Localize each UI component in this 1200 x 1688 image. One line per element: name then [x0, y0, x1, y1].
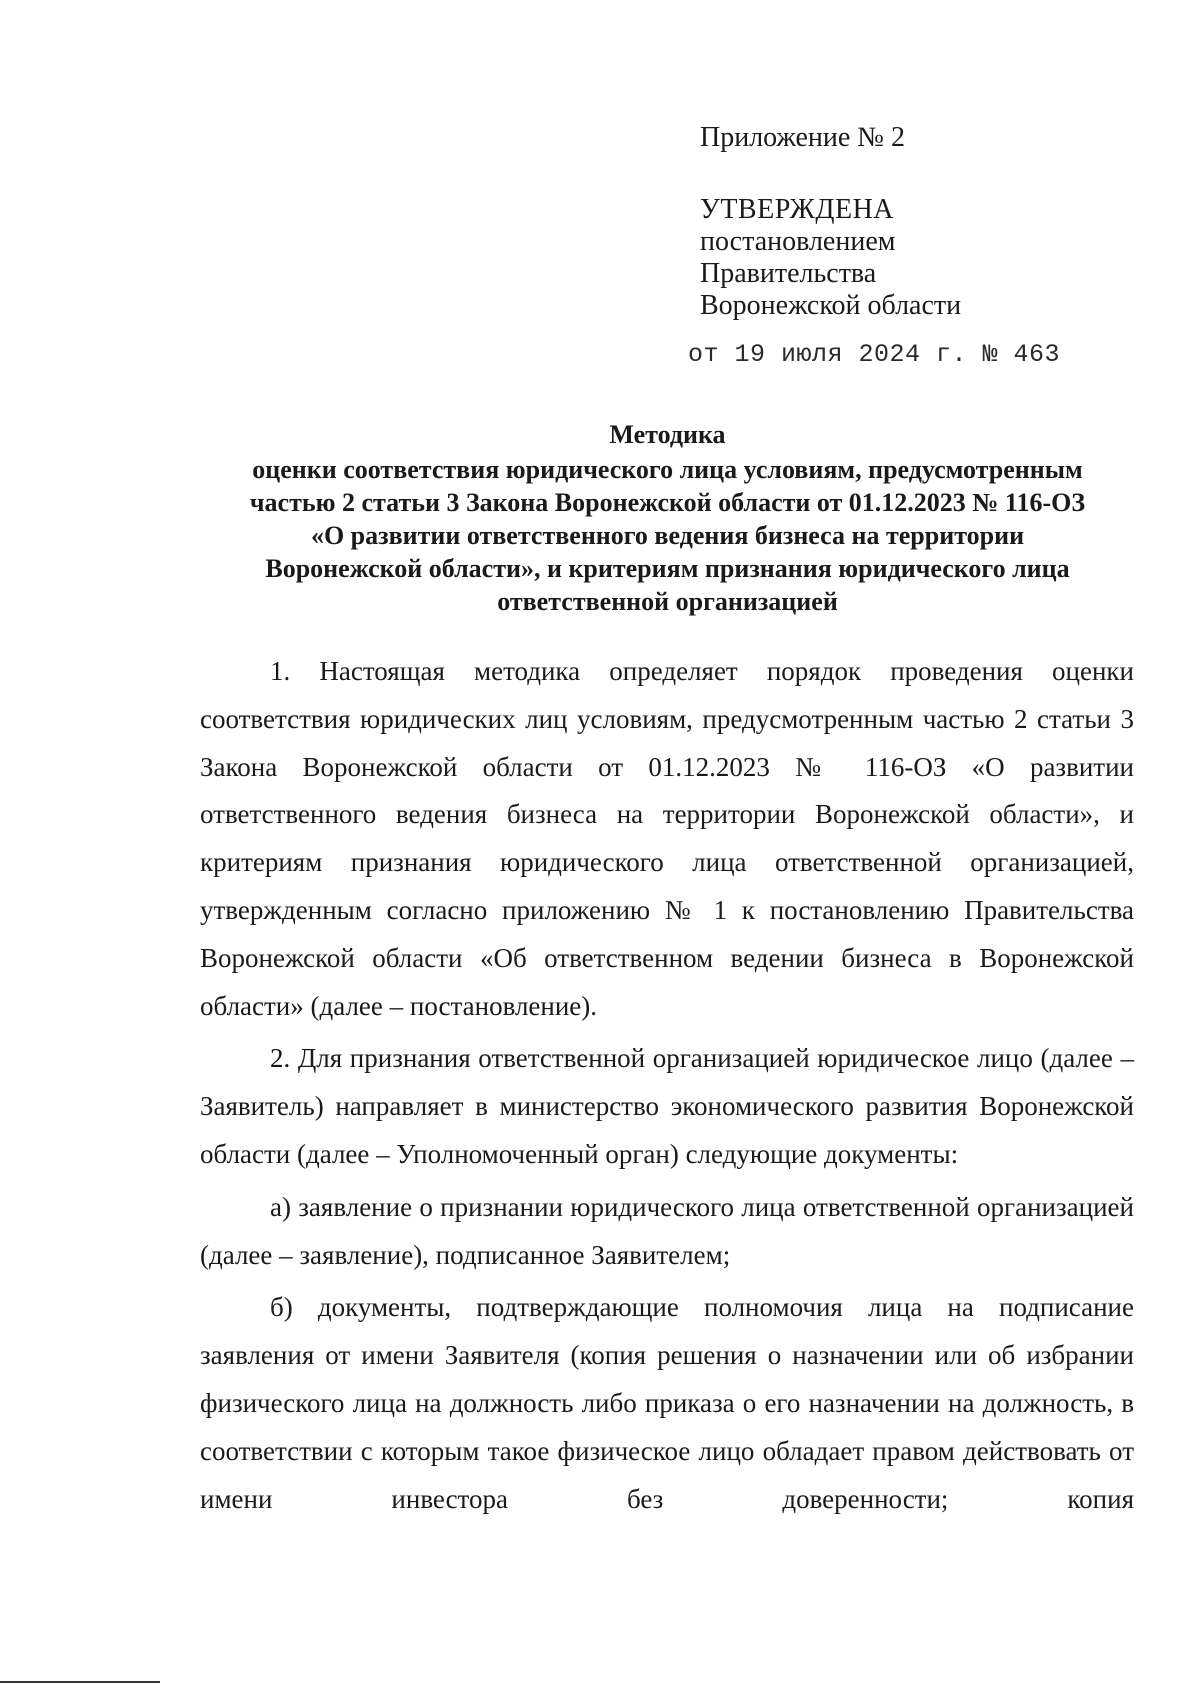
paragraph-2b: б) документы, подтверждающие полномочия лица на подписание заявления от имени Заявителя (копия решения о назначении или об избрании физического лица на должность либо приказа о его назначении на должность, в соответствии с которым такое физическое лицо обладает правом действовать от имени инвестора без доверенности; копия — [200, 1292, 1134, 1514]
document-body — [200, 648, 1134, 1523]
approval-line-2: Правительства — [700, 258, 877, 289]
scan-edge-mark — [0, 1681, 160, 1683]
decree-date-stamp: от 19 июля 2024 г. № 463 — [688, 340, 1061, 369]
title-line-5: ответственной организацией — [497, 587, 838, 616]
title-line-2: частью 2 статьи 3 Закона Воронежской области от 01.12.2023 № 116-ОЗ — [249, 488, 1086, 517]
approval-line-3: Воронежской области — [700, 290, 962, 321]
title-main: Методика — [609, 420, 726, 449]
approval-block — [700, 122, 961, 322]
approval-line-1: постановлением — [700, 226, 896, 257]
paragraph-1: 1. Настоящая методика определяет порядок проведения оценки соответствия юридических лиц условиям, предусмотренным частью 2 статьи 3 Закона Воронежской области от 01.12.2023 № 116-ОЗ «О развитии ответственного ведения бизнеса на территории Воронежской области», и критериям признания юридического лица ответственной организацией, утвержденным согласно приложению № 1 к постановлению Правительства Воронежской области «Об ответственном ведении бизнеса в Воронежской области» (далее – постановление). — [200, 656, 1134, 1021]
approved-label: УТВЕРЖДЕНА — [700, 194, 895, 225]
annex-number: Приложение № 2 — [700, 122, 905, 153]
title-line-4: Воронежской области», и критериям признания юридического лица — [265, 554, 1070, 583]
title-line-1: оценки соответствия юридического лица условиям, предусмотренным — [252, 455, 1083, 484]
paragraph-2: 2. Для признания ответственной организацией юридическое лицо (далее – Заявитель) направляет в министерство экономического развития Воронежской области (далее – Уполномоченный орган) следующие документы: — [200, 1043, 1134, 1169]
title-line-3: «О развитии ответственного ведения бизнеса на территории — [310, 521, 1025, 550]
paragraph-2a: а) заявление о признании юридического лица ответственной организацией (далее – заявление), подписанное Заявителем; — [200, 1191, 1134, 1270]
document-title — [200, 418, 1135, 618]
